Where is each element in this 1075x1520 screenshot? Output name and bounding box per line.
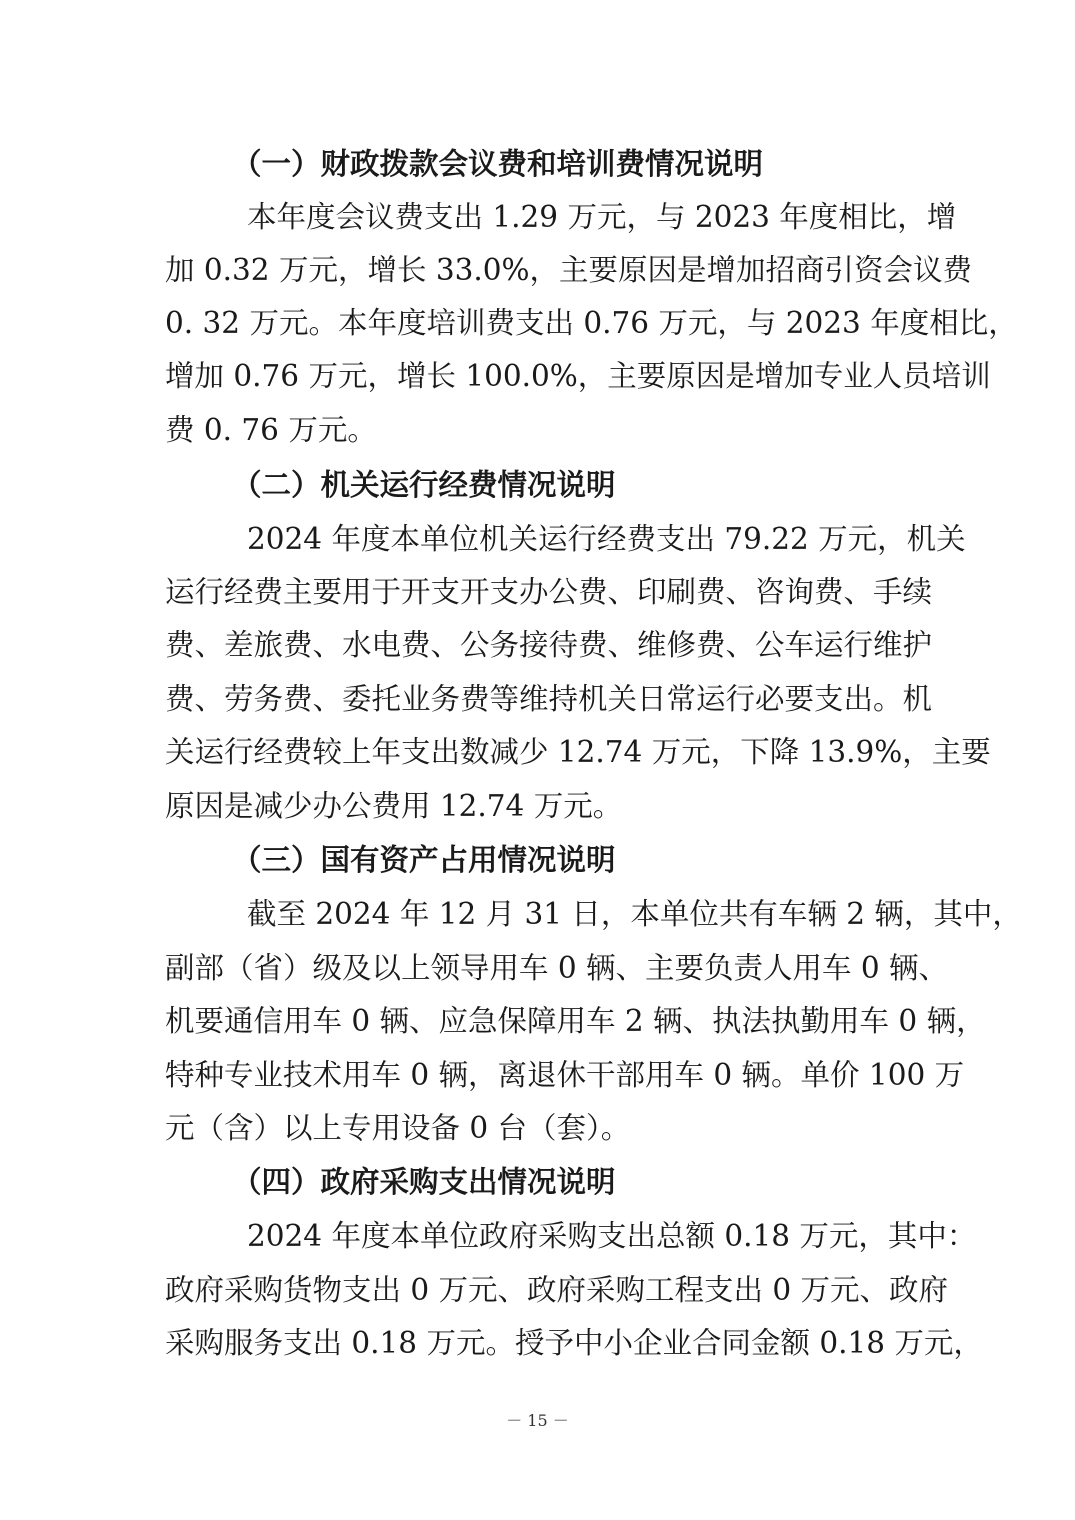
- paragraph-line: 增加 0.76 万元，增长 100.0%，主要原因是增加专业人员培训: [165, 359, 991, 393]
- paragraph-line: 2024 年度本单位政府采购支出总额 0.18 万元，其中：: [247, 1219, 977, 1253]
- section-heading-3: （三）国有资产占用情况说明: [232, 843, 616, 877]
- paragraph-line: 采购服务支出 0.18 万元。授予中小企业合同金额 0.18 万元，: [165, 1326, 983, 1360]
- paragraph-line: 关运行经费较上年支出数减少 12.74 万元，下降 13.9%，主要: [165, 735, 991, 769]
- paragraph-line: 特种专业技术用车 0 辆，离退休干部用车 0 辆。单价 100 万: [165, 1058, 965, 1092]
- paragraph-line: 政府采购货物支出 0 万元、政府采购工程支出 0 万元、政府: [165, 1273, 949, 1307]
- paragraph-line: 元（含）以上专用设备 0 台（套）。: [165, 1111, 631, 1145]
- section-heading-4: （四）政府采购支出情况说明: [232, 1165, 616, 1199]
- paragraph-line: 费 0. 76 万元。: [165, 413, 377, 447]
- paragraph-line: 费、劳务费、委托业务费等维持机关日常运行必要支出。机: [165, 682, 933, 716]
- paragraph-line: 副部（省）级及以上领导用车 0 辆、主要负责人用车 0 辆、: [165, 951, 949, 985]
- paragraph-line: 截至 2024 年 12 月 31 日，本单位共有车辆 2 辆，其中，: [247, 897, 1022, 931]
- paragraph-line: 机要通信用车 0 辆、应急保障用车 2 辆、执法执勤用车 0 辆，: [165, 1004, 986, 1038]
- paragraph-line: 原因是减少办公费用 12.74 万元。: [165, 789, 623, 823]
- paragraph-line: 2024 年度本单位机关运行经费支出 79.22 万元，机关: [247, 522, 966, 556]
- paragraph-line: 本年度会议费支出 1.29 万元，与 2023 年度相比，增: [247, 200, 957, 234]
- paragraph-line: 运行经费主要用于开支开支办公费、印刷费、咨询费、手续: [165, 575, 933, 609]
- paragraph-line: 0. 32 万元。本年度培训费支出 0.76 万元，与 2023 年度相比，: [165, 306, 1018, 340]
- paragraph-line: 加 0.32 万元，增长 33.0%，主要原因是增加招商引资会议费: [165, 253, 973, 287]
- section-heading-2: （二）机关运行经费情况说明: [232, 468, 616, 502]
- section-heading-1: （一）财政拨款会议费和培训费情况说明: [232, 147, 764, 181]
- paragraph-line: 费、差旅费、水电费、公务接待费、维修费、公车运行维护: [165, 628, 933, 662]
- page-number: － 15 －: [506, 1411, 569, 1430]
